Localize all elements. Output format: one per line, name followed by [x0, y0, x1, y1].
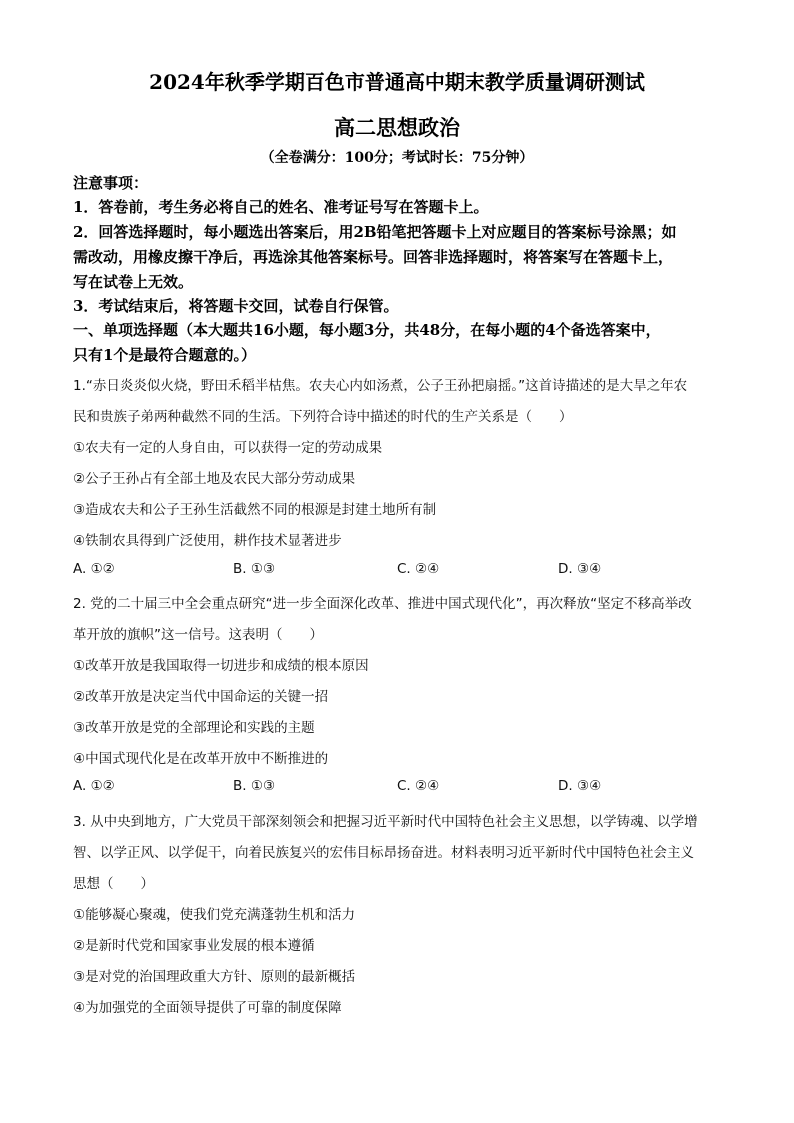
- question-1-item: ②公子王孙占有全部土地及农民大部分劳动成果: [73, 471, 356, 487]
- question-3-item: ②是新时代党和国家事业发展的根本遵循: [73, 938, 315, 954]
- section-heading: 只有1个是最符合题意的。）: [73, 346, 256, 364]
- notes-line: 3．考试结束后，将答题卡交回，试卷自行保管。: [73, 297, 399, 315]
- question-2-item: ②改革开放是决定当代中国命运的关键一招: [73, 689, 329, 705]
- notes-heading: 注意事项：: [73, 174, 149, 192]
- question-1-item: ③造成农夫和公子王孙生活截然不同的根源是封建土地所有制: [73, 502, 437, 518]
- question-1-option-a[interactable]: A. ①②: [73, 561, 115, 577]
- exam-meta: （全卷满分：100分；考试时长：75分钟）: [260, 150, 534, 166]
- section-heading: 一、单项选择题（本大题共16小题，每小题3分，共48分，在每小题的4个备选答案中，: [73, 321, 661, 339]
- question-2-item: ④中国式现代化是在改革开放中不断推进的: [73, 751, 329, 767]
- exam-title: 2024年秋季学期百色市普通高中期末教学质量调研测试: [149, 70, 645, 94]
- question-3-stem: 3. 从中央到地方，广大党员干部深刻领会和把握习近平新时代中国特色社会主义思想，以学铸魂、以学增: [73, 814, 698, 830]
- question-2-item: ③改革开放是党的全部理论和实践的主题: [73, 720, 315, 736]
- notes-line: 1．答卷前，考生务必将自己的姓名、准考证号写在答题卡上。: [73, 198, 489, 216]
- question-2-stem: 2. 党的二十届三中全会重点研究“进一步全面深化改革、推进中国式现代化”，再次释放“坚定不移高举改: [73, 596, 692, 612]
- question-3-stem: 思想（ ）: [73, 876, 154, 892]
- question-2-option-d[interactable]: D. ③④: [558, 778, 602, 794]
- question-2-stem: 革开放的旗帜”这一信号。这表明（ ）: [73, 627, 323, 643]
- notes-line: 需改动，用橡皮擦干净后，再选涂其他答案标号。回答非选择题时，将答案写在答题卡上，: [73, 248, 674, 266]
- question-1-option-b[interactable]: B. ①③: [233, 561, 276, 577]
- question-2-option-b[interactable]: B. ①③: [233, 778, 276, 794]
- subject-title: 高二思想政治: [334, 115, 460, 140]
- question-1-stem: 1.“赤日炎炎似火烧，野田禾稻半枯焦。农夫心内如汤煮，公子王孙把扇摇。”这首诗描述的是大旱之年农: [73, 378, 688, 394]
- question-3-stem: 智、以学正风、以学促干，向着民族复兴的宏伟目标昂扬奋进。材料表明习近平新时代中国特色社会主义: [73, 845, 694, 861]
- question-2-option-a[interactable]: A. ①②: [73, 778, 115, 794]
- question-3-item: ①能够凝心聚魂，使我们党充满蓬勃生机和活力: [73, 907, 356, 923]
- question-1-item: ④铁制农具得到广泛使用，耕作技术显著进步: [73, 533, 342, 549]
- question-3-item: ④为加强党的全面领导提供了可靠的制度保障: [73, 1000, 342, 1016]
- question-1-stem: 民和贵族子弟两种截然不同的生活。下列符合诗中描述的时代的生产关系是（ ）: [73, 409, 573, 425]
- question-3-item: ③是对党的治国理政重大方针、原则的最新概括: [73, 969, 356, 985]
- question-2-item: ①改革开放是我国取得一切进步和成绩的根本原因: [73, 658, 369, 674]
- question-2-option-c[interactable]: C. ②④: [397, 778, 440, 794]
- question-1-item: ①农夫有一定的人身自由，可以获得一定的劳动成果: [73, 440, 383, 456]
- notes-line: 2．回答选择题时，每小题选出答案后，用2B铅笔把答题卡上对应题目的答案标号涂黑；如: [73, 223, 677, 241]
- question-1-option-c[interactable]: C. ②④: [397, 561, 440, 577]
- question-1-option-d[interactable]: D. ③④: [558, 561, 602, 577]
- notes-line: 写在试卷上无效。: [73, 273, 194, 291]
